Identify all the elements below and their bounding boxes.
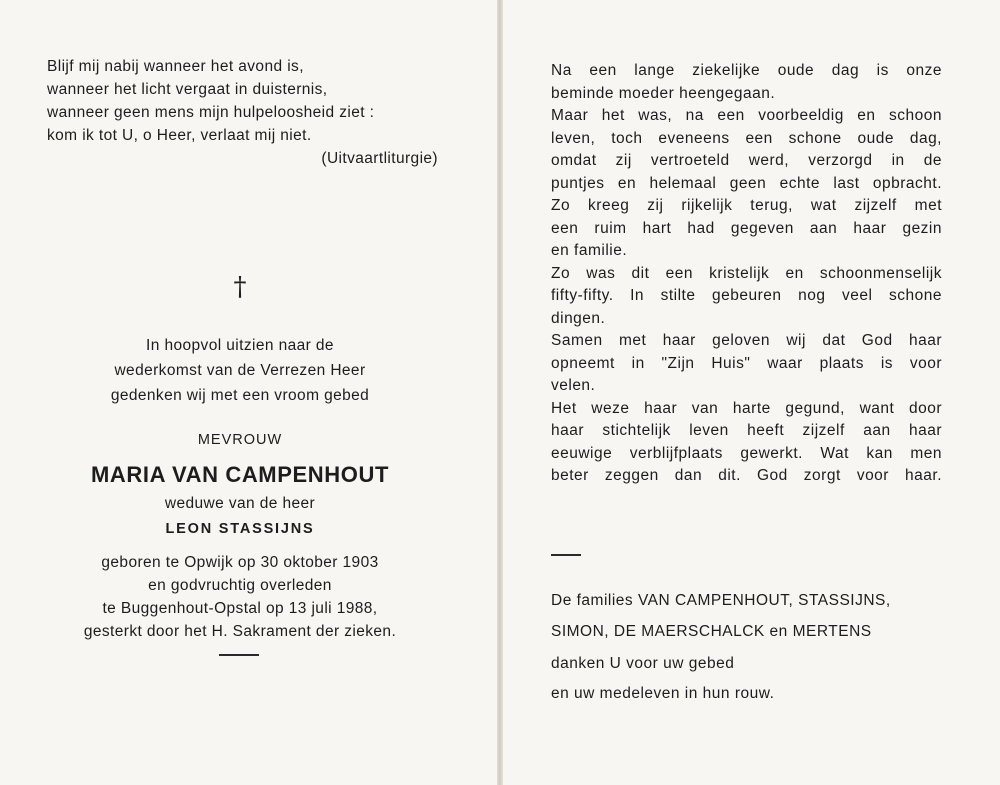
poem-line: Blijf mij nabij wanneer het avond is,	[47, 58, 304, 75]
text-line: omdat zij vertroeteld werd, verzorgd in de	[551, 152, 942, 169]
poem-line: wanneer geen mens mijn hulpeloosheid ziet :	[47, 104, 375, 121]
dates-line: te Buggenhout-Opstal op 13 juli 1988,	[102, 600, 378, 617]
text-line: Na een lange ziekelijke oude dag is onze	[551, 62, 942, 79]
widow-of: weduwe van de heer	[164, 495, 316, 512]
text-line: puntjes en helemaal geen echte last opbracht.	[551, 174, 942, 192]
dates-line: gesterkt door het H. Sakrament der zieken.	[83, 623, 397, 640]
poem-line: kom ik tot U, o Heer, verlaat mij niet.	[47, 127, 312, 144]
text-line: beter zeggen dan dit. God zorgt voor haar.	[551, 467, 942, 484]
text-line: haar stichtelijk leven heeft zijzelf aan haar	[551, 422, 942, 439]
dates-line: en godvruchtig overleden	[148, 577, 332, 594]
life-dates	[40, 551, 440, 643]
text-line: dingen.	[551, 309, 606, 327]
divider-right	[551, 554, 581, 556]
poem	[47, 55, 442, 170]
intro-text	[40, 333, 440, 408]
text-line: Zo kreeg zij rijkelijk terug, wat zijzelf met	[551, 197, 942, 214]
divider-left	[219, 654, 259, 656]
text-line: Maar het was, na een voorbeeldig en schoon	[551, 107, 942, 124]
title-mevrouw: MEVROUW	[197, 432, 283, 448]
dates-line: geboren te Opwijk op 30 oktober 1903	[101, 554, 379, 571]
text-line: Zo was dit een kristelijk en schoonmenselijk	[551, 264, 942, 282]
poem-line: wanneer het licht vergaat in duisternis,	[47, 81, 328, 98]
text-line: Het weze haar van harte gegund, want door	[551, 399, 942, 417]
text-line: beminde moeder heengegaan.	[551, 84, 776, 102]
family-thanks	[551, 588, 951, 707]
intro-line: wederkomst van de Verrezen Heer	[114, 362, 366, 379]
text-line: leven, toch eveneens een schone oude dag,	[551, 129, 942, 147]
husband-name: LEON STASSIJNS	[165, 521, 315, 537]
text-line: Samen met haar geloven wij dat God haar	[551, 332, 942, 349]
text-line: fifty-fifty. In stilte gebeuren nog veel schone	[551, 287, 942, 304]
text-line: een ruim hart had gegeven aan haar gezin	[551, 219, 942, 237]
deceased-name: MARIA VAN CAMPENHOUT	[91, 462, 389, 487]
memorial-text	[551, 60, 942, 488]
thanks-line: De families VAN CAMPENHOUT, STASSIJNS,	[551, 592, 891, 609]
text-line: velen.	[551, 377, 596, 394]
thanks-line: danken U voor uw gebed	[551, 655, 735, 672]
intro-line: gedenken wij met een vroom gebed	[110, 387, 370, 404]
text-line: eeuwige verblijfplaats gewerkt. Wat kan men	[551, 444, 942, 462]
thanks-line: en uw medeleven in hun rouw.	[551, 685, 775, 702]
text-line: en familie.	[551, 242, 628, 259]
thanks-line: SIMON, DE MAERSCHALCK en MERTENS	[551, 623, 872, 640]
intro-line: In hoopvol uitzien naar de	[146, 337, 334, 354]
poem-source: (Uitvaartliturgie)	[321, 150, 438, 167]
cross-icon: †	[233, 272, 247, 302]
text-line: opneemt in "Zijn Huis" waar plaats is voor	[551, 354, 942, 372]
